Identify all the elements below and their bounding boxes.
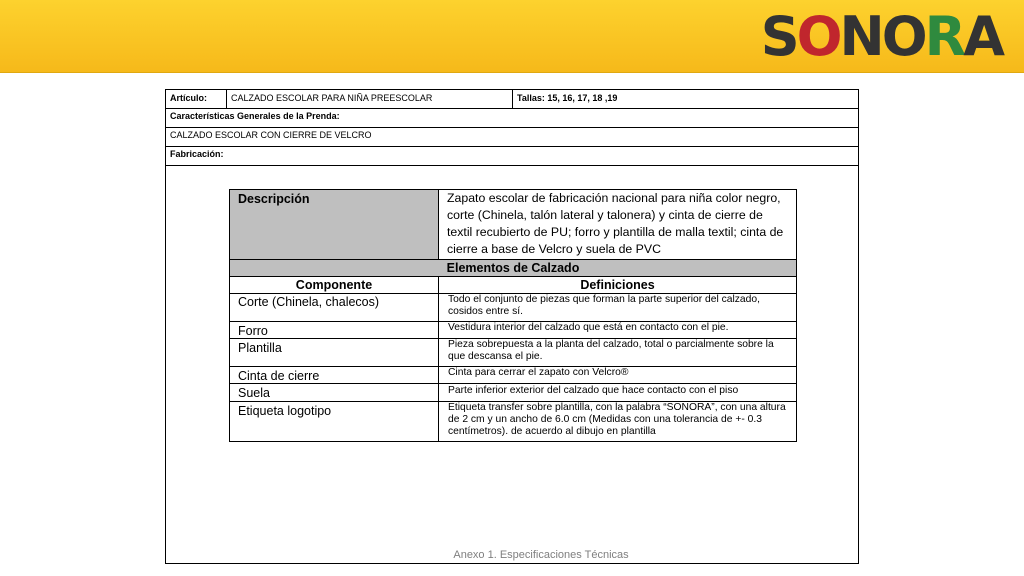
componente-cell: Plantilla [230,339,439,366]
descripcion-text: Zapato escolar de fabricación nacional para niña color negro, corte (Chinela, talón lateral y talonera) y cinta de cierre de textil recubierto de PU; forro y plantilla de malla textil; cinta de cierre a base de Velcro y suela de PVC [447,191,784,256]
table-row [230,339,796,367]
definicion-cell: Pieza sobrepuesta a la planta del calzado, total o parcialmente sobre la que descansa el pie. [448,339,774,362]
logo-letter: R [924,5,964,68]
fabricacion-label: Fabricación: [170,149,224,159]
articulo-row [166,90,858,109]
column-header-definiciones: Definiciones [439,277,796,294]
definicion-cell: Parte inferior exterior del calzado que hace contacto con el piso [448,385,739,396]
table-row [230,294,796,322]
articulo-label: Artículo: [170,93,207,103]
table-row [230,367,796,384]
table-row [230,402,796,441]
componente-cell: Suela [230,384,439,401]
definicion-cell: Cinta para cerrar el zapato con Velcro® [448,367,629,378]
articulo-value: CALZADO ESCOLAR PARA NIÑA PREESCOLAR [226,90,512,108]
caracteristicas-value: CALZADO ESCOLAR CON CIERRE DE VELCRO [170,130,372,140]
table-row [230,322,796,339]
logo-letter: O [796,5,840,68]
descripcion-label: Descripción [230,190,439,259]
caracteristicas-label: Características Generales de la Prenda: [170,111,340,121]
definicion-cell: Todo el conjunto de piezas que forman la parte superior del calzado, cosidos entre sí. [448,294,760,317]
caracteristicas-label-row [166,108,858,128]
logo-letter: N [839,5,882,68]
componente-cell: Cinta de cierre [230,367,439,383]
definicion-cell: Vestidura interior del calzado que está en contacto con el pie. [448,322,729,333]
tallas-value: Tallas: 15, 16, 17, 18 ,19 [512,90,858,108]
table-row [230,384,796,402]
section-title: Elementos de Calzado [230,259,796,277]
logo-letter: S [760,5,797,68]
calzado-spec-table [229,189,797,442]
logo-letter: A [963,5,1002,68]
componente-cell: Corte (Chinela, chalecos) [230,294,439,321]
header-banner [0,0,1024,73]
footer-caption: Anexo 1. Especificaciones Técnicas [453,549,629,561]
logo-letter: O [881,5,925,68]
caracteristicas-value-row [166,127,858,147]
fabricacion-row [166,146,858,166]
column-header-componente: Componente [230,277,439,294]
componente-cell: Etiqueta logotipo [230,402,439,441]
componente-cell: Forro [230,322,439,338]
definicion-cell: Etiqueta transfer sobre plantilla, con la palabra “SONORA”, con una altura de 2 cm y un ancho de 6.0 cm (Medidas con una tolerancia de +- 0.3 centímetros). de acuerdo al dibujo en plantilla [448,402,786,437]
sonora-logo [761,6,1002,68]
